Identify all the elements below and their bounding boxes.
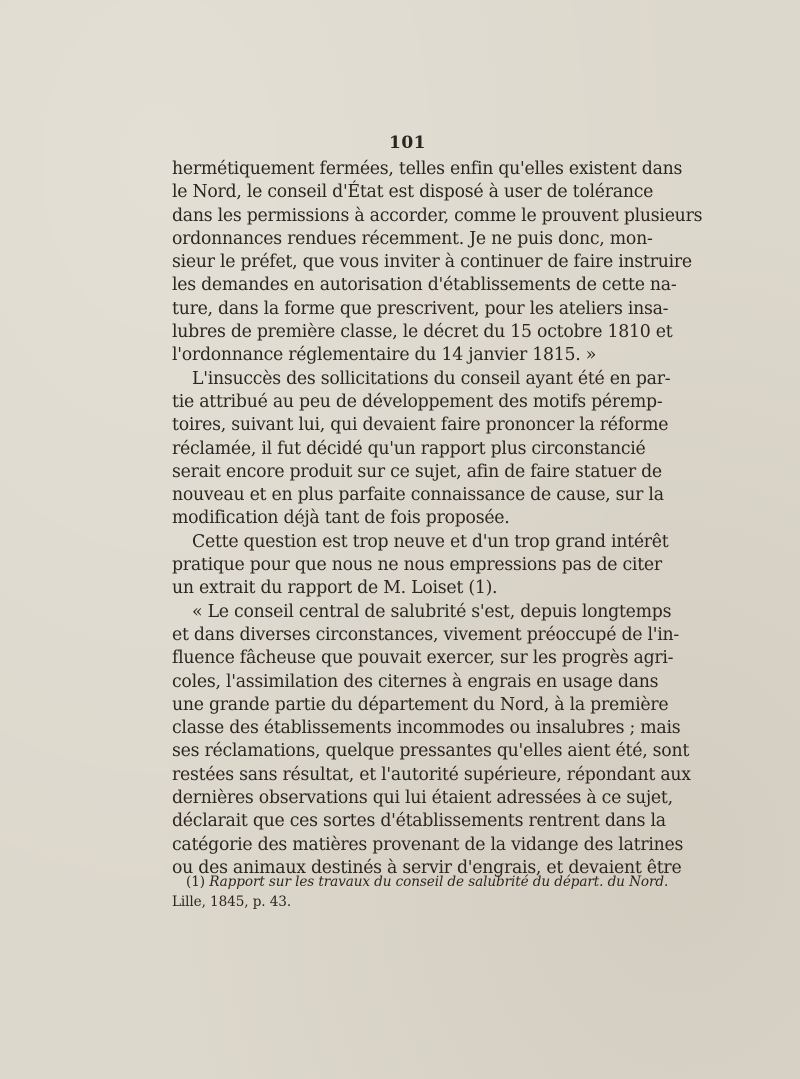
page-number: 101 [389,133,426,153]
text-line: hermétiquement fermées, telles enfin qu'elles existent dans [172,159,683,179]
text-line: le Nord, le conseil d'État est disposé à user de tolérance [172,182,654,203]
text-line: modification déjà tant de fois proposée. [172,508,510,529]
text-line: et dans diverses circonstances, vivement préoccupé de l'in- [172,624,679,645]
text-line: ordonnances rendues récemment. Je ne puis donc, mon- [172,228,653,249]
quotation-start: « Le conseil central de salubrité s'est, depuis longtemps [192,601,672,622]
footnote [172,872,669,912]
footnote-citation: Lille, 1845, p. 43. [172,894,292,910]
text-line: fluence fâcheuse que pouvait exercer, sur les progrès agri- [172,648,674,669]
text-line: coles, l'assimilation des citernes à engrais en usage dans [172,671,659,692]
text-line: un extrait du rapport de M. Loiset (1). [172,578,498,599]
footnote-title: Rapport sur les travaux du conseil de salubrité du départ. du Nord. [209,874,669,890]
body-text [172,158,703,880]
text-line: l'ordonnance réglementaire du 14 janvier 1815. » [172,345,597,366]
text-line: toires, suivant lui, qui devaient faire prononcer la réforme [172,415,669,436]
text-line: classe des établissements incommodes ou insalubres ; mais [172,718,681,739]
text-line: tie attribué au peu de développement des motifs péremp- [172,391,663,412]
text-line: restées sans résultat, et l'autorité supérieure, répondant aux [172,764,691,785]
text-line: dans les permissions à accorder, comme le prouvent plusieurs [172,205,703,226]
footnote-line [172,872,669,892]
text-line: une grande partie du département du Nord, à la première [172,694,669,715]
paragraph-start: Cette question est trop neuve et d'un trop grand intérêt [192,531,669,552]
text-line: ses réclamations, quelque pressantes qu'elles aient été, sont [172,741,690,762]
text-line: catégorie des matières provenant de la vidange des latrines [172,834,684,855]
text-line: les demandes en autorisation d'établissements de cette na- [172,275,677,296]
text-line: ou des animaux destinés à servir d'engrais, et devaient être [172,857,682,878]
paragraph-start: L'insuccès des sollicitations du conseil ayant été en par- [192,368,671,389]
footnote-marker: (1) [186,874,205,890]
text-line: lubres de première classe, le décret du 15 octobre 1810 et [172,322,673,343]
text-line: serait encore produit sur ce sujet, afin de faire statuer de [172,461,662,482]
text-line: dernières observations qui lui étaient adressées à ce sujet, [172,788,673,809]
text-line: nouveau et en plus parfaite connaissance de cause, sur la [172,485,664,506]
text-line: réclamée, il fut décidé qu'un rapport plus circonstancié [172,438,646,459]
text-line: sieur le préfet, que vous inviter à continuer de faire instruire [172,252,692,273]
text-line: ture, dans la forme que prescrivent, pour les ateliers insa- [172,298,669,319]
text-line: déclarait que ces sortes d'établissements rentrent dans la [172,811,666,832]
text-line: pratique pour que nous ne nous empressions pas de citer [172,555,662,576]
